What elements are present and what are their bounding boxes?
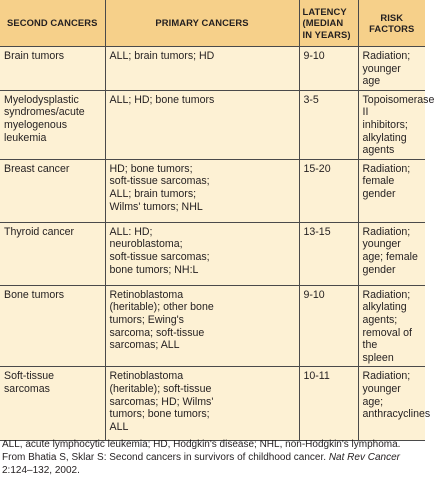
- footnote-source-text: From Bhatia S, Sklar S: Second cancers in survivors of childhood cancer.: [2, 452, 329, 463]
- cell-latency: 15-20: [299, 159, 358, 222]
- cell-risk-factors: Radiation; younger age; female gender: [358, 222, 425, 285]
- table-footnote: [0, 435, 425, 477]
- cell-primary-cancers: Retinoblastoma (heritable); other bone tumors; Ewing's sarcoma; soft-tissue sarcomas; ALL: [105, 285, 299, 367]
- cell-risk-factors: Radiation; alkylating agents; removal of the spleen: [358, 285, 425, 367]
- table-row: [0, 367, 425, 441]
- cell-latency: 3-5: [299, 90, 358, 159]
- cell-risk-factors: Radiation; younger age; anthracyclines: [358, 367, 425, 441]
- header-latency: LATENCY (MEDIAN IN YEARS): [299, 0, 358, 47]
- header-primary-cancers: PRIMARY CANCERS: [105, 0, 299, 47]
- cell-second-cancer: Myelodysplastic syndromes/acute myelogenous leukemia: [0, 90, 105, 159]
- cell-latency: 13-15: [299, 222, 358, 285]
- table-header: [0, 0, 425, 47]
- table-row: [0, 159, 425, 222]
- table-row: [0, 90, 425, 159]
- cell-second-cancer: Bone tumors: [0, 285, 105, 367]
- cell-primary-cancers: Retinoblastoma (heritable); soft-tissue sarcomas; HD; Wilms' tumors; bone tumors; ALL: [105, 367, 299, 441]
- cell-risk-factors: Topoisomerase II inhibitors; alkylating agents: [358, 90, 425, 159]
- cell-latency: 9-10: [299, 47, 358, 91]
- footnote-source: [2, 451, 423, 464]
- table-row: [0, 222, 425, 285]
- cell-latency: 10-11: [299, 367, 358, 441]
- cell-primary-cancers: HD; bone tumors; soft-tissue sarcomas; ALL; brain tumors; Wilms' tumors; NHL: [105, 159, 299, 222]
- footnote-citation: 2:124–132, 2002.: [2, 465, 80, 476]
- cell-risk-factors: Radiation; female gender: [358, 159, 425, 222]
- cell-latency: 9-10: [299, 285, 358, 367]
- cell-second-cancer: Brain tumors: [0, 47, 105, 91]
- header-row: [0, 0, 425, 47]
- table-body: [0, 47, 434, 441]
- table-row: [0, 47, 425, 91]
- cell-second-cancer: Thyroid cancer: [0, 222, 105, 285]
- cell-risk-factors: Radiation; younger age: [358, 47, 425, 91]
- table-row: [0, 285, 425, 367]
- cell-second-cancer: Breast cancer: [0, 159, 105, 222]
- cell-primary-cancers: ALL: HD; neuroblastoma; soft-tissue sarcomas; bone tumors; NH:L: [105, 222, 299, 285]
- cell-primary-cancers: ALL; brain tumors; HD: [105, 47, 299, 91]
- header-risk-factors: RISK FACTORS: [358, 0, 425, 47]
- footnote-journal: Nat Rev Cancer: [328, 452, 400, 463]
- footnote-abbreviations: ALL, acute lymphocytic leukemia; HD, Hodgkin's disease; NHL, non-Hodgkin's lymphoma.: [2, 439, 401, 450]
- header-second-cancers: SECOND CANCERS: [0, 0, 105, 47]
- cell-second-cancer: Soft-tissue sarcomas: [0, 367, 105, 441]
- cell-primary-cancers: ALL; HD; bone tumors: [105, 90, 299, 159]
